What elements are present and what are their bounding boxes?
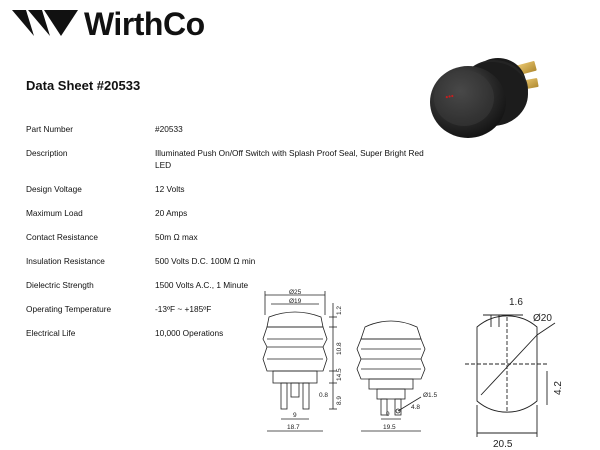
svg-text:•••: ••• [444,91,455,102]
front-view-drawing [263,291,337,431]
spec-label: Contact Resistance [26,232,98,242]
technical-drawings [255,285,600,450]
page-title: Data Sheet #20533 [26,78,141,93]
spec-label: Dielectric Strength [26,280,94,290]
dim-panel-width: 20.5 [493,439,513,450]
side-view-drawing [357,321,425,431]
spec-value: -13ºF ~ +185ºF [155,304,212,314]
dim-front-d-mid: Ø19 [289,298,302,305]
dim-side-w-pin: 9 [386,411,390,418]
spec-value: 500 Volts D.C. 100M Ω min [155,256,256,266]
dim-front-h1: 1.2 [336,305,343,315]
spec-label: Maximum Load [26,208,83,218]
spec-value: 50m Ω max [155,232,198,242]
spec-value: Illuminated Push On/Off Switch with Splash Proof Seal, Super Bright Red LED [155,148,424,170]
dim-side-d-hole: Ø1.5 [423,392,438,399]
spec-label: Insulation Resistance [26,256,105,266]
dim-front-w-total: 18.7 [287,424,300,431]
dim-side-w-total: 19.5 [383,424,396,431]
dim-front-h3: 14.5 [336,368,343,381]
spec-label: Design Voltage [26,184,82,194]
dim-front-w-pin: 9 [293,412,297,419]
panel-cutout-drawing [465,315,555,437]
spec-value: 1500 Volts A.C., 1 Minute [155,280,249,290]
dim-panel-notch: 1.6 [509,297,523,308]
spec-label: Description [26,148,68,158]
dim-panel-flat: 4.2 [553,381,564,395]
dim-front-h2: 10.8 [336,342,343,355]
logo-text: WirthCo [84,6,205,42]
spec-value: 10,000 Operations [155,328,224,338]
spec-value: #20533 [155,124,183,134]
dim-panel-diameter: Ø20 [533,313,552,324]
dim-side-w-gap: 4.8 [411,404,421,411]
dim-front-h5: 8.9 [336,395,343,405]
spec-value: 20 Amps [155,208,188,218]
spec-label: Electrical Life [26,328,76,338]
spec-label: Operating Temperature [26,304,112,314]
dim-front-h4: 0.8 [319,392,329,399]
spec-value: 12 Volts [155,184,185,194]
company-logo [12,6,212,42]
dim-front-d-top: Ø25 [289,289,302,296]
product-photo [416,52,546,152]
spec-label: Part Number [26,124,74,134]
logo-mark-icon [12,6,80,40]
